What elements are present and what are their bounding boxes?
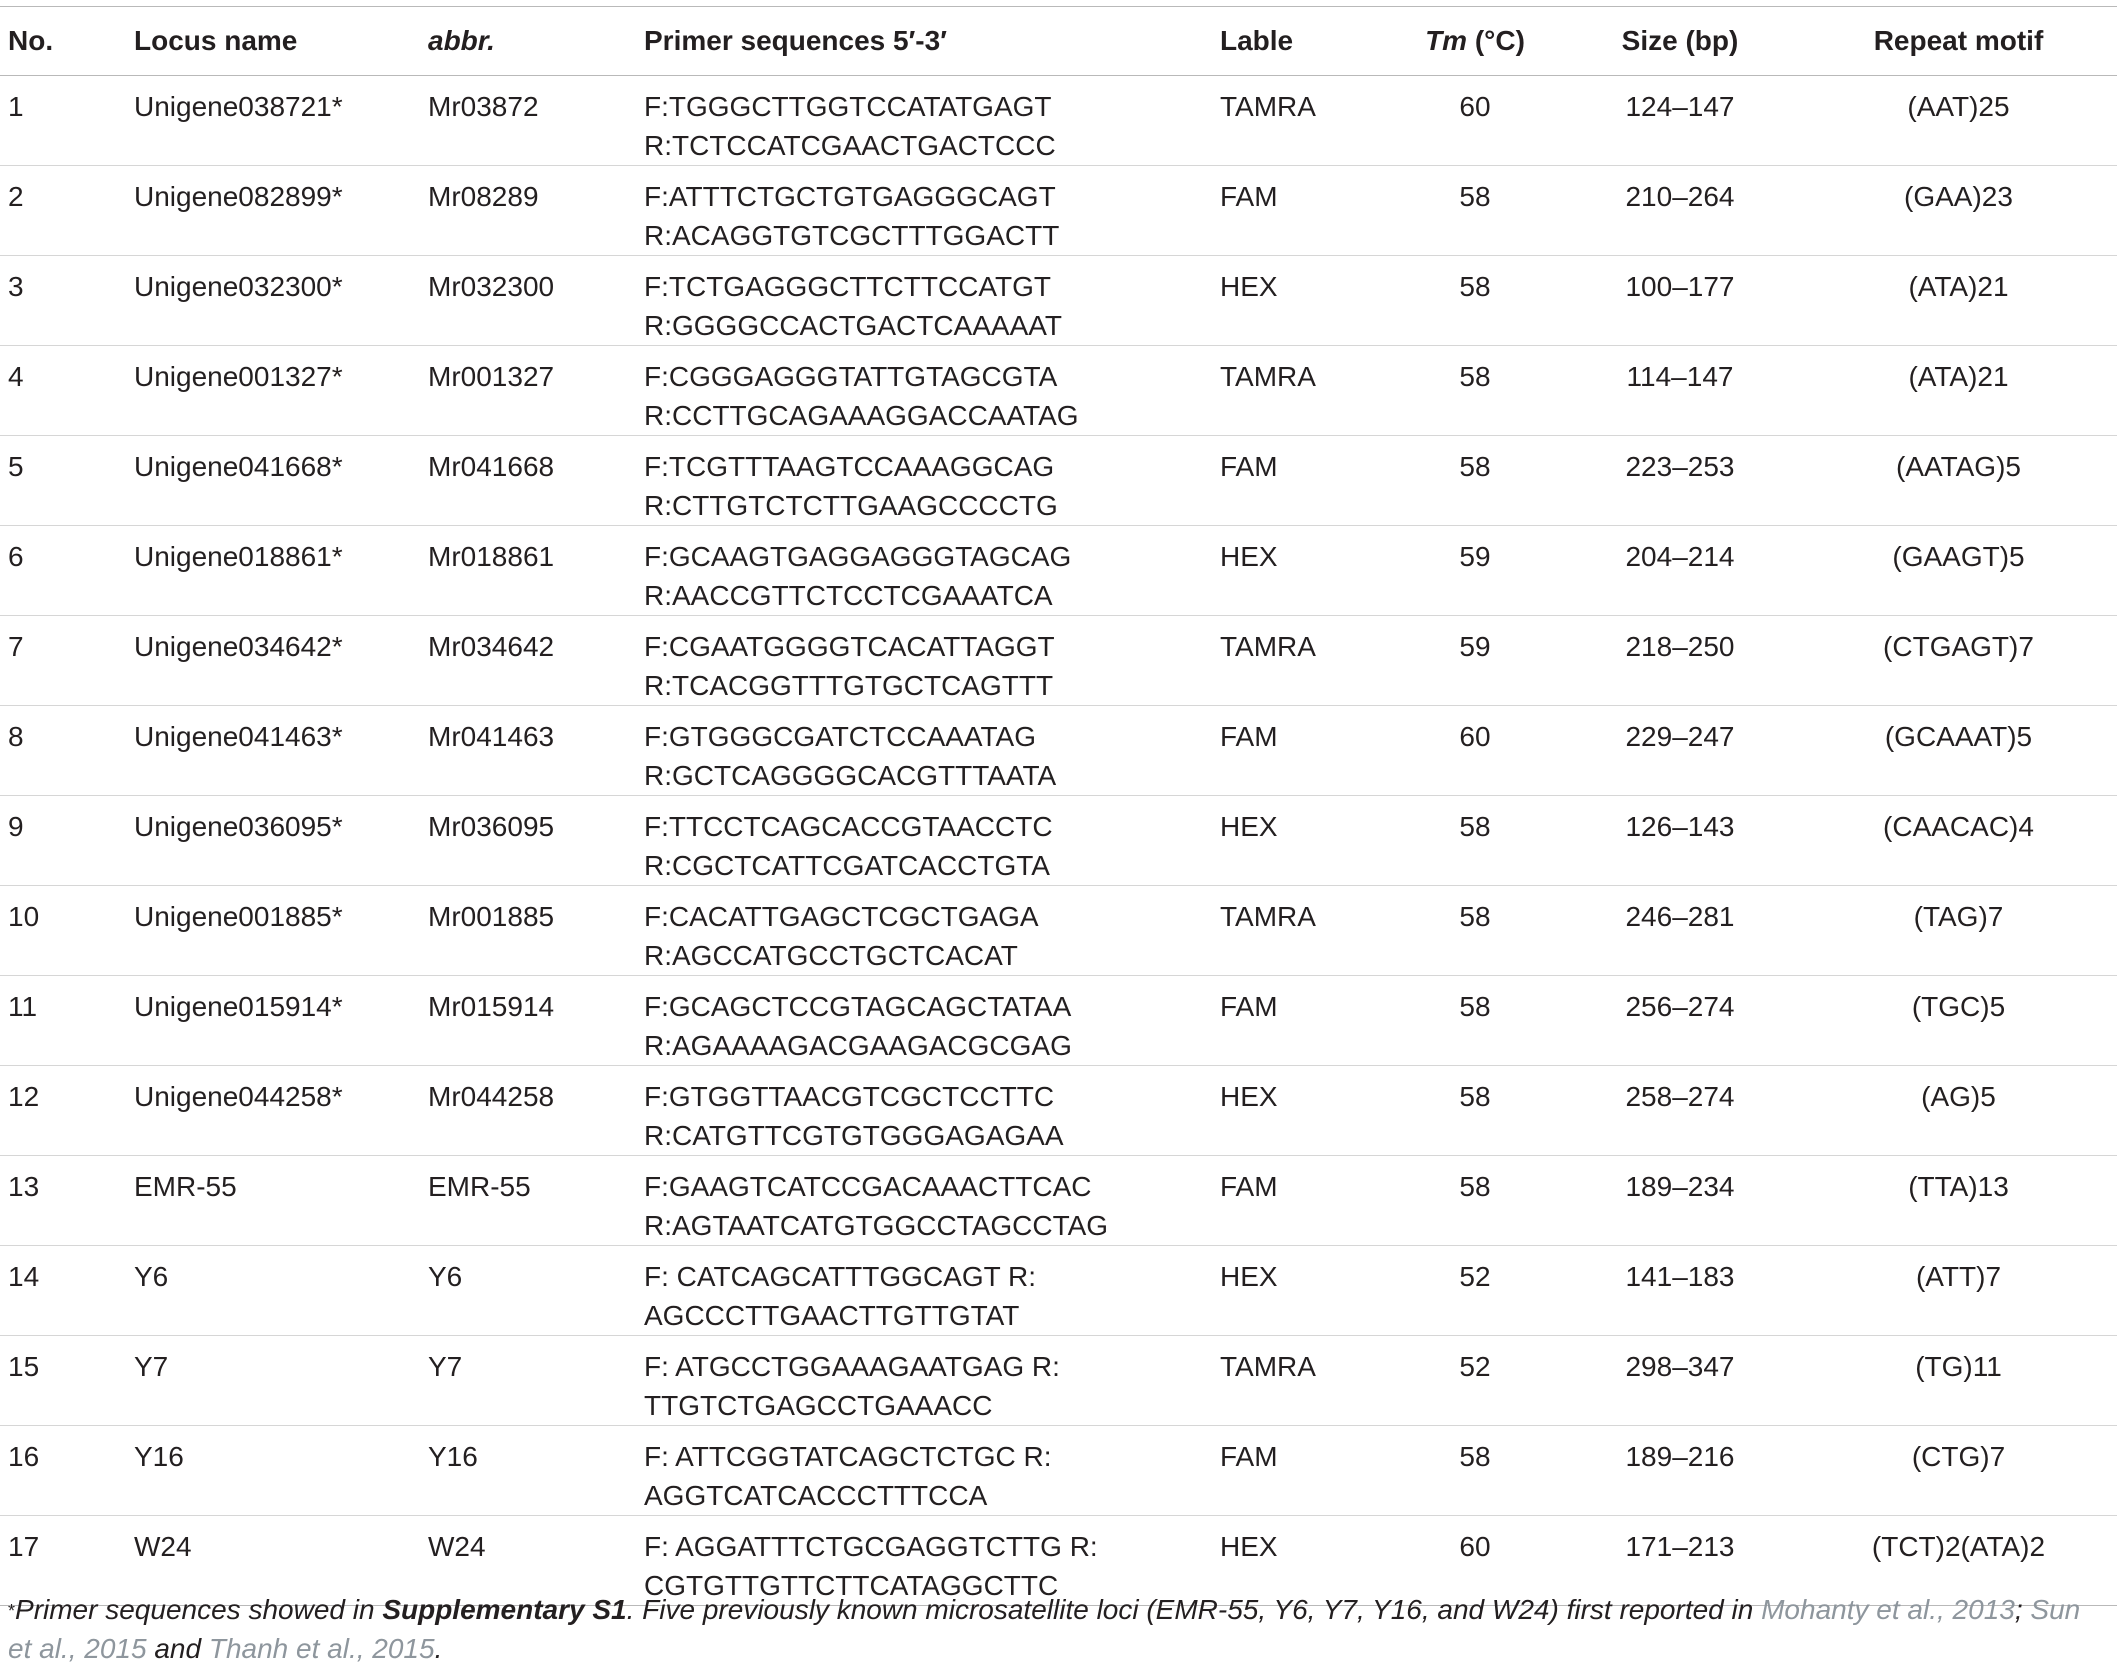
primer-reverse: R:CTTGTCTCTTGAAGCCCCTG: [644, 490, 1058, 521]
cell-repeat-motif: (ATA)21: [1800, 256, 2117, 346]
cell-repeat-motif: (TCT)2(ATA)2: [1800, 1516, 2117, 1606]
cell-locus-name: Unigene036095*: [134, 796, 428, 886]
cell-tm: 58: [1390, 256, 1560, 346]
table-row: [0, 886, 2117, 976]
cell-label: FAM: [1220, 976, 1390, 1066]
cell-primer-sequences: [644, 1336, 1220, 1426]
cell-size: 218–250: [1560, 616, 1800, 706]
table-row: [0, 976, 2117, 1066]
cell-no: 17: [0, 1516, 134, 1606]
table-row: [0, 166, 2117, 256]
cell-locus-name: Unigene041668*: [134, 436, 428, 526]
cell-repeat-motif: (TGC)5: [1800, 976, 2117, 1066]
cell-repeat-motif: (GAA)23: [1800, 166, 2117, 256]
cell-size: 229–247: [1560, 706, 1800, 796]
table-row: [0, 346, 2117, 436]
cell-no: 14: [0, 1246, 134, 1336]
cell-locus-name: Unigene018861*: [134, 526, 428, 616]
primer-forward: F: ATTCGGTATCAGCTCTGC R:: [644, 1441, 1052, 1472]
cell-abbr: Mr015914: [428, 976, 644, 1066]
cell-no: 8: [0, 706, 134, 796]
cell-repeat-motif: (GAAGT)5: [1800, 526, 2117, 616]
cell-size: 126–143: [1560, 796, 1800, 886]
table-row: [0, 1426, 2117, 1516]
table-row: [0, 256, 2117, 346]
cell-label: FAM: [1220, 1156, 1390, 1246]
primer-reverse: R:AGAAAAGACGAAGACGCGAG: [644, 1030, 1072, 1061]
cell-repeat-motif: (ATA)21: [1800, 346, 2117, 436]
cell-no: 5: [0, 436, 134, 526]
cell-abbr: Mr036095: [428, 796, 644, 886]
cell-primer-sequences: [644, 526, 1220, 616]
primer-forward: F:CGGGAGGGTATTGTAGCGTA: [644, 361, 1058, 392]
header-tm: [1390, 7, 1560, 76]
table-row: [0, 1246, 2117, 1336]
cell-abbr: Mr034642: [428, 616, 644, 706]
header-primer-sequences: Primer sequences 5′-3′: [644, 7, 1220, 76]
cell-size: 246–281: [1560, 886, 1800, 976]
cell-no: 12: [0, 1066, 134, 1156]
cell-repeat-motif: (GCAAAT)5: [1800, 706, 2117, 796]
cell-abbr: W24: [428, 1516, 644, 1606]
cell-label: HEX: [1220, 1246, 1390, 1336]
table-row: [0, 76, 2117, 166]
cell-locus-name: Unigene044258*: [134, 1066, 428, 1156]
cell-size: 171–213: [1560, 1516, 1800, 1606]
primer-forward: F:TCTGAGGGCTTCTTCCATGT: [644, 271, 1051, 302]
footnote-sep-2: and: [146, 1633, 209, 1664]
cell-locus-name: Unigene032300*: [134, 256, 428, 346]
cell-size: 100–177: [1560, 256, 1800, 346]
cell-no: 16: [0, 1426, 134, 1516]
primer-reverse: CGTGTTGTTCTTCATAGGCTTC: [644, 1570, 1059, 1601]
cell-primer-sequences: [644, 1246, 1220, 1336]
primer-reverse: TTGTCTGAGCCTGAAACC: [644, 1390, 993, 1421]
cell-size: 204–214: [1560, 526, 1800, 616]
header-tm-unit: (°C): [1467, 25, 1525, 56]
table-row: [0, 436, 2117, 526]
primer-forward: F:CACATTGAGCTCGCTGAGA: [644, 901, 1039, 932]
cell-tm: 58: [1390, 1156, 1560, 1246]
primer-reverse: R:GCTCAGGGGCACGTTTAATA: [644, 760, 1057, 791]
cell-label: FAM: [1220, 1426, 1390, 1516]
primer-reverse: R:TCTCCATCGAACTGACTCCC: [644, 130, 1056, 161]
cell-tm: 60: [1390, 76, 1560, 166]
cell-no: 6: [0, 526, 134, 616]
primer-reverse: R:AGCCATGCCTGCTCACAT: [644, 940, 1018, 971]
primer-forward: F:GAAGTCATCCGACAAACTTCAC: [644, 1171, 1092, 1202]
cell-tm: 58: [1390, 796, 1560, 886]
cell-primer-sequences: [644, 976, 1220, 1066]
cell-repeat-motif: (ATT)7: [1800, 1246, 2117, 1336]
cell-abbr: Mr041668: [428, 436, 644, 526]
footnote-end: .: [434, 1633, 443, 1664]
cell-size: 210–264: [1560, 166, 1800, 256]
cell-abbr: Mr044258: [428, 1066, 644, 1156]
primer-reverse: AGCCCTTGAACTTGTTGTAT: [644, 1300, 1020, 1331]
cell-abbr: Y16: [428, 1426, 644, 1516]
cell-label: HEX: [1220, 1066, 1390, 1156]
cell-label: TAMRA: [1220, 76, 1390, 166]
cell-locus-name: Unigene034642*: [134, 616, 428, 706]
cell-abbr: EMR-55: [428, 1156, 644, 1246]
header-repeat-motif: Repeat motif: [1800, 7, 2117, 76]
header-abbr: abbr.: [428, 7, 644, 76]
cell-primer-sequences: [644, 796, 1220, 886]
cell-no: 9: [0, 796, 134, 886]
footnote-ref-mohanty[interactable]: Mohanty et al., 2013: [1761, 1594, 2015, 1625]
primer-reverse: R:CATGTTCGTGTGGGAGAGAA: [644, 1120, 1064, 1151]
cell-label: TAMRA: [1220, 346, 1390, 436]
cell-locus-name: Unigene001885*: [134, 886, 428, 976]
primer-reverse: R:AGTAATCATGTGGCCTAGCCTAG: [644, 1210, 1109, 1241]
cell-repeat-motif: (TTA)13: [1800, 1156, 2117, 1246]
primer-forward: F: CATCAGCATTTGGCAGT R:: [644, 1261, 1036, 1292]
cell-repeat-motif: (CTG)7: [1800, 1426, 2117, 1516]
table-row: [0, 1336, 2117, 1426]
cell-locus-name: EMR-55: [134, 1156, 428, 1246]
table-row: [0, 796, 2117, 886]
cell-label: FAM: [1220, 436, 1390, 526]
cell-locus-name: Unigene041463*: [134, 706, 428, 796]
primer-forward: F:GTGGGCGATCTCCAAATAG: [644, 721, 1036, 752]
cell-tm: 58: [1390, 976, 1560, 1066]
cell-label: FAM: [1220, 166, 1390, 256]
cell-primer-sequences: [644, 1426, 1220, 1516]
cell-no: 10: [0, 886, 134, 976]
cell-size: 298–347: [1560, 1336, 1800, 1426]
cell-primer-sequences: [644, 706, 1220, 796]
cell-tm: 60: [1390, 706, 1560, 796]
cell-label: TAMRA: [1220, 1336, 1390, 1426]
cell-size: 189–216: [1560, 1426, 1800, 1516]
cell-primer-sequences: [644, 616, 1220, 706]
header-tm-symbol: Tm: [1425, 25, 1468, 56]
cell-locus-name: Y16: [134, 1426, 428, 1516]
cell-primer-sequences: [644, 886, 1220, 976]
cell-no: 11: [0, 976, 134, 1066]
primer-reverse: R:TCACGGTTTGTGCTCAGTTT: [644, 670, 1054, 701]
cell-label: TAMRA: [1220, 886, 1390, 976]
cell-size: 189–234: [1560, 1156, 1800, 1246]
primer-forward: F:GCAAGTGAGGAGGGTAGCAG: [644, 541, 1072, 572]
cell-tm: 59: [1390, 616, 1560, 706]
table-row: [0, 526, 2117, 616]
cell-locus-name: Unigene001327*: [134, 346, 428, 436]
cell-tm: 52: [1390, 1246, 1560, 1336]
primer-reverse: R:GGGGCCACTGACTCAAAAAT: [644, 310, 1062, 341]
cell-primer-sequences: [644, 1066, 1220, 1156]
cell-primer-sequences: [644, 1156, 1220, 1246]
header-row: [0, 7, 2117, 76]
cell-repeat-motif: (TG)11: [1800, 1336, 2117, 1426]
cell-primer-sequences: [644, 76, 1220, 166]
cell-no: 2: [0, 166, 134, 256]
primer-forward: F:GCAGCTCCGTAGCAGCTATAA: [644, 991, 1072, 1022]
cell-repeat-motif: (AG)5: [1800, 1066, 2117, 1156]
primer-forward: F: AGGATTTCTGCGAGGTCTTG R:: [644, 1531, 1098, 1562]
cell-abbr: Mr001885: [428, 886, 644, 976]
footnote-sep-1: ;: [2014, 1594, 2031, 1625]
table-row: [0, 1066, 2117, 1156]
cell-locus-name: W24: [134, 1516, 428, 1606]
cell-repeat-motif: (TAG)7: [1800, 886, 2117, 976]
cell-tm: 58: [1390, 886, 1560, 976]
table-row: [0, 1156, 2117, 1246]
cell-label: HEX: [1220, 1516, 1390, 1606]
cell-tm: 58: [1390, 166, 1560, 256]
cell-locus-name: Unigene015914*: [134, 976, 428, 1066]
cell-abbr: Y6: [428, 1246, 644, 1336]
primer-forward: F:TGGGCTTGGTCCATATGAGT: [644, 91, 1052, 122]
footnote-ref-thanh[interactable]: Thanh et al., 2015: [208, 1633, 435, 1664]
cell-primer-sequences: [644, 256, 1220, 346]
cell-locus-name: Y6: [134, 1246, 428, 1336]
cell-size: 124–147: [1560, 76, 1800, 166]
cell-size: 223–253: [1560, 436, 1800, 526]
cell-repeat-motif: (CAACAC)4: [1800, 796, 2117, 886]
cell-no: 1: [0, 76, 134, 166]
cell-label: HEX: [1220, 256, 1390, 346]
table-row: [0, 706, 2117, 796]
cell-abbr: Mr041463: [428, 706, 644, 796]
header-no: No.: [0, 7, 134, 76]
primer-forward: F:CGAATGGGGTCACATTAGGT: [644, 631, 1055, 662]
cell-primer-sequences: [644, 166, 1220, 256]
cell-label: HEX: [1220, 526, 1390, 616]
cell-tm: 58: [1390, 1066, 1560, 1156]
cell-abbr: Mr018861: [428, 526, 644, 616]
cell-primer-sequences: [644, 346, 1220, 436]
cell-repeat-motif: (AAT)25: [1800, 76, 2117, 166]
cell-size: 256–274: [1560, 976, 1800, 1066]
cell-abbr: Mr032300: [428, 256, 644, 346]
footnote-supplementary-link[interactable]: Supplementary S1: [382, 1594, 627, 1625]
cell-locus-name: Y7: [134, 1336, 428, 1426]
primer-reverse: R:CCTTGCAGAAAGGACCAATAG: [644, 400, 1079, 431]
header-size: Size (bp): [1560, 7, 1800, 76]
cell-no: 15: [0, 1336, 134, 1426]
cell-abbr: Mr001327: [428, 346, 644, 436]
cell-primer-sequences: [644, 436, 1220, 526]
table-footnote: [8, 1590, 2108, 1668]
footnote-text-1: Primer sequences showed in: [15, 1594, 383, 1625]
cell-tm: 52: [1390, 1336, 1560, 1426]
primer-table: [0, 6, 2117, 1606]
cell-locus-name: Unigene038721*: [134, 76, 428, 166]
cell-abbr: Y7: [428, 1336, 644, 1426]
primer-forward: F:TCGTTTAAGTCCAAAGGCAG: [644, 451, 1055, 482]
header-locus-name: Locus name: [134, 7, 428, 76]
footnote-text-2: . Five previously known microsatellite loci (EMR-55, Y6, Y7, Y16, and W24) first reported in: [626, 1594, 1762, 1625]
cell-abbr: Mr08289: [428, 166, 644, 256]
cell-no: 7: [0, 616, 134, 706]
cell-tm: 58: [1390, 436, 1560, 526]
footnote-marker: *: [8, 1601, 16, 1621]
header-label: Lable: [1220, 7, 1390, 76]
primer-forward: F:GTGGTTAACGTCGCTCCTTC: [644, 1081, 1055, 1112]
cell-label: HEX: [1220, 796, 1390, 886]
cell-tm: 58: [1390, 346, 1560, 436]
footnote-ref-sun[interactable]: Sun et al., 2015: [8, 1594, 2081, 1664]
cell-repeat-motif: (AATAG)5: [1800, 436, 2117, 526]
cell-tm: 60: [1390, 1516, 1560, 1606]
cell-tm: 58: [1390, 1426, 1560, 1516]
cell-tm: 59: [1390, 526, 1560, 616]
primer-reverse: R:CGCTCATTCGATCACCTGTA: [644, 850, 1050, 881]
cell-locus-name: Unigene082899*: [134, 166, 428, 256]
cell-no: 3: [0, 256, 134, 346]
table-body: [0, 76, 2117, 1606]
cell-label: FAM: [1220, 706, 1390, 796]
cell-no: 13: [0, 1156, 134, 1246]
primer-reverse: AGGTCATCACCCTTTCCA: [644, 1480, 988, 1511]
primer-forward: F:TTCCTCAGCACCGTAACCTC: [644, 811, 1053, 842]
cell-label: TAMRA: [1220, 616, 1390, 706]
primer-reverse: R:AACCGTTCTCCTCGAAATCA: [644, 580, 1053, 611]
primer-reverse: R:ACAGGTGTCGCTTTGGACTT: [644, 220, 1060, 251]
primer-forward: F: ATGCCTGGAAAGAATGAG R:: [644, 1351, 1060, 1382]
cell-size: 258–274: [1560, 1066, 1800, 1156]
cell-repeat-motif: (CTGAGT)7: [1800, 616, 2117, 706]
cell-abbr: Mr03872: [428, 76, 644, 166]
cell-size: 141–183: [1560, 1246, 1800, 1336]
cell-no: 4: [0, 346, 134, 436]
table-row: [0, 616, 2117, 706]
primer-forward: F:ATTTCTGCTGTGAGGGCAGT: [644, 181, 1056, 212]
cell-size: 114–147: [1560, 346, 1800, 436]
